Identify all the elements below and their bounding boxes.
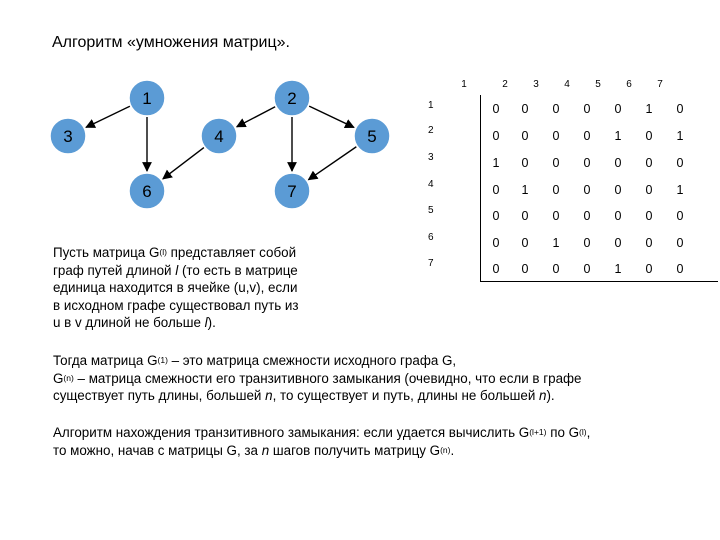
superscript: (l) [579, 427, 587, 437]
node-7 [274, 173, 310, 209]
matrix-cell: 0 [645, 262, 653, 276]
matrix-cell: 0 [521, 209, 529, 223]
text: , то существует и путь, длины не большей [272, 388, 540, 404]
matrix-row-header: 2 [428, 125, 434, 136]
text: то можно, начав с матрицы G, за [53, 442, 262, 458]
matrix-row-header: 1 [428, 100, 434, 111]
node-4 [201, 118, 237, 154]
matrix-row-header: 6 [428, 232, 434, 243]
matrix-row-header: 3 [428, 152, 434, 163]
matrix-cell: 0 [552, 102, 560, 116]
matrix-cell: 0 [583, 183, 591, 197]
matrix-cell: 0 [492, 102, 500, 116]
matrix-cell: 0 [552, 156, 560, 170]
node-label: 4 [214, 127, 224, 146]
matrix-cell: 0 [614, 183, 622, 197]
paragraph-adjacency [53, 352, 713, 405]
matrix-cell: 0 [552, 209, 560, 223]
matrix-cell: 0 [521, 102, 529, 116]
superscript: (n) [440, 444, 451, 455]
node-1 [129, 80, 165, 116]
node-5 [354, 118, 390, 154]
matrix-cell: 0 [614, 209, 622, 223]
node-label: 1 [142, 89, 152, 108]
node-label: 2 [287, 89, 297, 108]
text: единица находится в ячейке (u,v), если [53, 280, 298, 296]
matrix-cell: 0 [645, 183, 653, 197]
italic-text: n [261, 442, 270, 458]
matrix-row-header: 7 [428, 258, 434, 269]
matrix-cell: 0 [521, 236, 529, 250]
matrix-cell: 0 [614, 236, 622, 250]
italic-text: l [204, 315, 208, 331]
node-6 [129, 173, 165, 209]
text: Тогда матрица G [53, 353, 158, 368]
text: Пусть матрица G [53, 245, 160, 260]
italic-text: n [265, 388, 273, 404]
matrix-cell: 1 [552, 236, 560, 250]
matrix-cell: 0 [645, 156, 653, 170]
text: – матрица смежности его транзитивного замыкания (очевидно, что если в графе [73, 370, 582, 386]
text: G [53, 370, 64, 386]
paragraph-algorithm [53, 424, 713, 459]
text: ). [546, 388, 555, 404]
text: шагов получить матрицу G [269, 442, 441, 458]
matrix-cell: 0 [492, 183, 500, 197]
node-label: 6 [142, 182, 152, 201]
text: u в v длиной не больше [53, 315, 205, 331]
superscript: (n) [63, 372, 74, 383]
matrix-col-header: 6 [626, 79, 632, 90]
matrix-cell: 0 [552, 129, 560, 143]
matrix-cell: 1 [492, 156, 500, 170]
matrix-cell: 0 [521, 129, 529, 143]
text: Алгоритм нахождения транзитивного замыкания: если удается вычислить G [53, 425, 530, 440]
text: . [450, 442, 455, 458]
italic-text: l [175, 262, 179, 278]
node-label: 7 [287, 182, 297, 201]
text: , [586, 425, 591, 440]
matrix-col-header: 5 [595, 79, 601, 90]
matrix-cell: 0 [583, 209, 591, 223]
node-label: 3 [63, 127, 73, 146]
matrix-cell: 0 [676, 156, 684, 170]
text: – это матрица смежности исходного графа G, [167, 353, 457, 368]
matrix-cell: 0 [645, 236, 653, 250]
graph-nodes [50, 80, 390, 209]
node-3 [50, 118, 86, 154]
matrix-cell: 0 [614, 102, 622, 116]
matrix-cell: 1 [614, 262, 622, 276]
matrix-cell: 0 [492, 129, 500, 143]
matrix-cell: 0 [521, 156, 529, 170]
matrix-col-header: 7 [657, 79, 663, 90]
matrix-cell: 0 [492, 209, 500, 223]
matrix-cell: 0 [583, 262, 591, 276]
text: существует путь длины, большей [53, 388, 266, 404]
matrix-cell: 0 [521, 262, 529, 276]
edge-5-7 [308, 147, 356, 180]
matrix-row-header: 5 [428, 205, 434, 216]
matrix-col-header: 3 [533, 79, 539, 90]
matrix-cell: 0 [492, 236, 500, 250]
matrix-col-header: 1 [461, 79, 467, 90]
matrix-cell: 1 [614, 129, 622, 143]
matrix-cell: 1 [521, 183, 529, 197]
matrix-cell: 1 [676, 183, 684, 197]
matrix-col-header: 4 [564, 79, 570, 90]
matrix-cell: 0 [583, 102, 591, 116]
matrix-cell: 0 [552, 262, 560, 276]
text: в исходном графе существовал путь из [53, 297, 299, 313]
graph-diagram [0, 0, 410, 230]
matrix-cell: 0 [645, 129, 653, 143]
matrix-cell: 0 [583, 156, 591, 170]
paragraph-path-matrix [53, 244, 353, 332]
superscript: (l) [159, 247, 167, 257]
edge-2-5 [309, 106, 354, 127]
matrix-cell: 0 [492, 262, 500, 276]
edge-4-6 [163, 148, 204, 179]
slide-title: Алгоритм «умножения матриц». [52, 34, 290, 51]
text: представляет собой [166, 245, 297, 260]
adjacency-matrix [418, 74, 718, 286]
superscript: (l+1) [529, 427, 547, 437]
matrix-cell: 0 [614, 156, 622, 170]
matrix-cell: 0 [645, 209, 653, 223]
matrix-cell: 0 [676, 236, 684, 250]
matrix-cell: 0 [676, 102, 684, 116]
matrix-cell: 0 [583, 236, 591, 250]
matrix-cell: 0 [583, 129, 591, 143]
matrix-cell: 0 [552, 183, 560, 197]
matrix-cell: 1 [676, 129, 684, 143]
text: граф путей длиной [53, 262, 176, 278]
matrix-cell: 0 [676, 262, 684, 276]
superscript: (1) [157, 355, 168, 365]
edge-2-4 [237, 107, 275, 127]
text: ). [207, 315, 216, 331]
node-2 [274, 80, 310, 116]
italic-text: n [539, 388, 547, 404]
matrix-row-header: 4 [428, 179, 434, 190]
text: (то есть в матрице [178, 262, 298, 278]
node-label: 5 [367, 127, 377, 146]
text: по G [546, 425, 580, 440]
matrix-col-header: 2 [502, 79, 508, 90]
matrix-cell: 1 [645, 102, 653, 116]
edge-1-3 [86, 106, 130, 127]
matrix-cell: 0 [676, 209, 684, 223]
